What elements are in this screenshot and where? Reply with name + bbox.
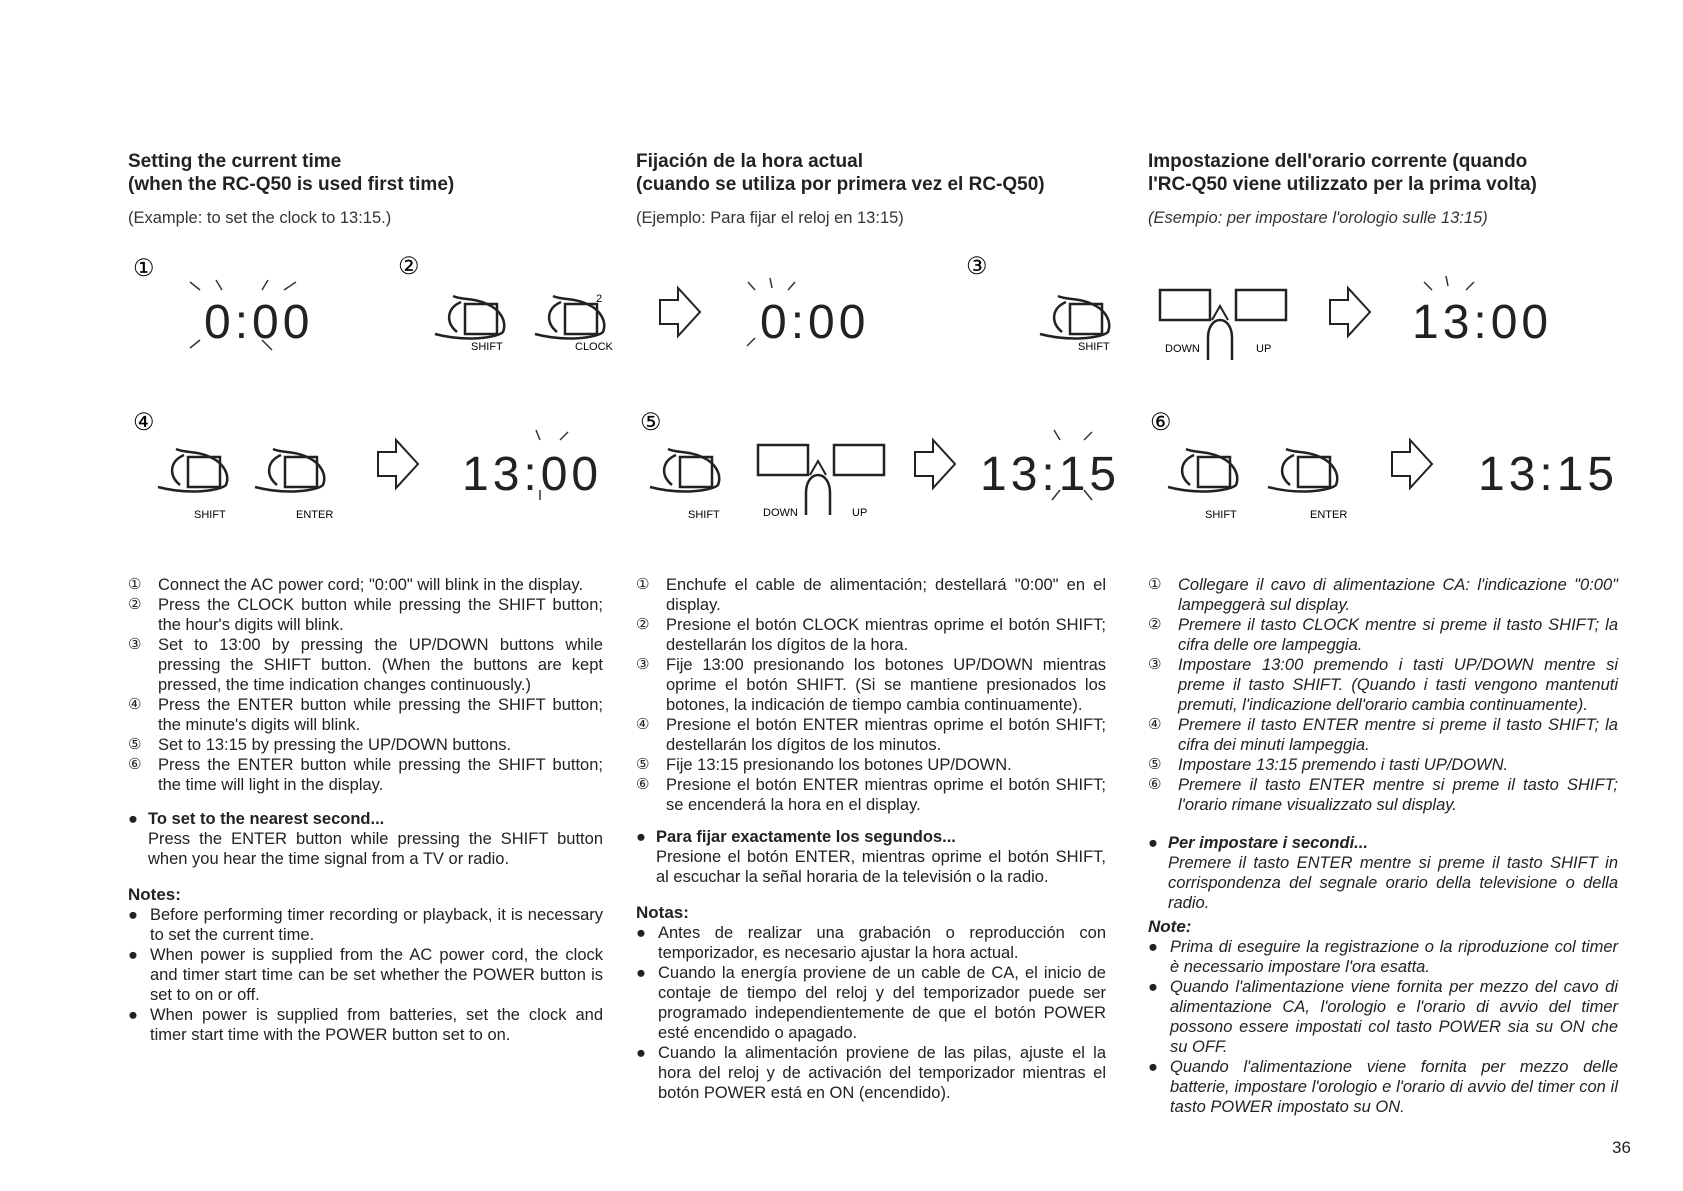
- svg-text:ENTER: ENTER: [1310, 509, 1348, 521]
- list-item: ① Collegare il cavo di alimentazione CA: l'indicazione "0:00" lampeggerà sul display.: [1148, 576, 1618, 614]
- list-item: ⑥ Presione el botón ENTER mientras oprime el botón SHIFT; se encenderá la hora en el display.: [636, 776, 1106, 814]
- list-item: ⑤ Set to 13:15 by pressing the UP/DOWN buttons.: [128, 736, 512, 754]
- spanish-column: [636, 150, 1106, 1102]
- svg-text:UP: UP: [852, 507, 868, 519]
- list-item: ② Presione el botón CLOCK mientras oprime el botón SHIFT; destellarán los dígitos de la hora.: [636, 616, 1106, 654]
- spanish-bullet: ● Para fijar exactamente los segundos... Presione el botón ENTER, mientras oprime el botón SHIFT, al escuchar la señal horaria de la televisión o la radio.: [636, 828, 1106, 886]
- english-bullet: ● To set to the nearest second... Press the ENTER button while pressing the SHIFT button when you hear the time signal from a TV or radio.: [128, 810, 603, 868]
- list-item: ⑥ Press the ENTER button while pressing the SHIFT button; the time will light in the display.: [128, 756, 603, 794]
- svg-text:DOWN: DOWN: [1165, 343, 1200, 355]
- marker-4: ④: [133, 409, 155, 436]
- list-item: ⑤ Impostare 13:15 premendo i tasti UP/DOWN.: [1148, 756, 1509, 774]
- spanish-steps: [636, 575, 1106, 1103]
- italian-example: (Esempio: per impostare l'orologio sulle 13:15): [1148, 209, 1488, 227]
- arrow-icon: [1392, 440, 1432, 488]
- svg-text:SHIFT: SHIFT: [194, 509, 226, 521]
- shift-button-figure: [435, 296, 504, 338]
- marker-6: ⑥: [1150, 409, 1172, 436]
- spanish-title: Fijación de la hora actual (cuando se utiliza por primera vez el RC-Q50): [636, 151, 1045, 195]
- clock-label: CLOCK: [575, 341, 613, 353]
- arrow-icon: [660, 288, 700, 336]
- list-item: ① Enchufe el cable de alimentación; destellará "0:00" en el display.: [636, 576, 1106, 614]
- shift-label: SHIFT: [471, 341, 503, 353]
- shift-button-figure: [1040, 296, 1109, 338]
- enter-label: ENTER: [296, 509, 334, 521]
- list-item: ● When power is supplied from the AC power cord, the clock and timer start time can be set whether the POWER button is set to on or off.: [128, 946, 603, 1004]
- english-steps: [128, 575, 603, 1045]
- list-item: ② Press the CLOCK button while pressing the SHIFT button; the hour's digits will blink.: [128, 596, 603, 634]
- display-3: 13:00: [1412, 296, 1553, 349]
- english-example: (Example: to set the clock to 13:15.): [128, 209, 392, 227]
- spanish-example: (Ejemplo: Para fijar el reloj en 13:15): [636, 209, 904, 227]
- shift-button-figure: [650, 449, 719, 491]
- list-item: ● Cuando la energía proviene de un cable de CA, el inicio de contaje de tiempo del reloj y del temporizador puede ser programado independientemente de que el botón POWER esté encendido o apagado.: [636, 964, 1106, 1042]
- arrow-icon: [915, 440, 955, 488]
- svg-text:SHIFT: SHIFT: [1205, 509, 1237, 521]
- enter-button-figure: [1268, 449, 1337, 491]
- marker-3: ③: [966, 253, 988, 280]
- svg-text:SHIFT: SHIFT: [688, 509, 720, 521]
- italian-bullet: ● Per impostare i secondi... Premere il tasto ENTER mentre si preme il tasto SHIFT in corrispondenza del segnale orario della televisione o della radio.: [1148, 834, 1618, 912]
- arrow-icon: [1330, 288, 1370, 336]
- list-item: ④ Press the ENTER button while pressing the SHIFT button; the minute's digits will blink.: [128, 696, 603, 734]
- list-item: ● Antes de realizar una grabación o reproducción con temporizador, es necesario ajustar la hora actual.: [636, 924, 1106, 962]
- list-item: ● Cuando la alimentación proviene de las pilas, ajuste el la hora del reloj y de activación del temporizador mientras el botón POWER está en ON (encendido).: [636, 1044, 1106, 1102]
- marker-1: ①: [133, 255, 155, 282]
- display-6: 13:15: [1478, 448, 1619, 501]
- shift-button-figure: [158, 449, 227, 491]
- svg-text:SHIFT: SHIFT: [1078, 341, 1110, 353]
- list-item: ③ Set to 13:00 by pressing the UP/DOWN buttons while pressing the SHIFT button. (When the buttons are kept pressed, the time indication changes continuously.): [128, 636, 603, 694]
- list-item: ● Quando l'alimentazione viene fornita per mezzo delle batterie, impostare l'orologio e l'orario di avvio del timer con il tasto POWER impostato su ON.: [1148, 1058, 1618, 1116]
- italian-steps: [1148, 575, 1618, 1117]
- up-down-buttons: [758, 445, 884, 515]
- list-item: ⑤ Fije 13:15 presionando los botones UP/DOWN.: [636, 756, 1012, 774]
- svg-text:DOWN: DOWN: [763, 507, 798, 519]
- list-item: ③ Fije 13:00 presionando los botones UP/DOWN mientras oprime el botón SHIFT. (Si se mantiene presionados los botones, la indicación de tiempo cambia continuamente).: [636, 656, 1106, 714]
- page-number: 36: [1612, 1138, 1631, 1157]
- italian-title: Impostazione dell'orario corrente (quando l'RC-Q50 viene utilizzato per la prima volta): [1148, 151, 1537, 195]
- italian-notes: Note: ● Prima di eseguire la registrazione o la riproduzione col timer è necessario impostare l'ora esatta. ● Quando l'alimentazione viene fornita per mezzo del cavo di alimentazione CA, l'orologio e l'orario di avvio del timer possono essere impostati col tasto POWER sia su ON che su OFF. ● Quando l'alimentazione viene fornita per mezzo delle batterie, impostare l'orologio e l'orario di avvio del timer con il tasto POWER impostato su ON.: [1148, 917, 1618, 1116]
- small-two-label: 2: [596, 293, 603, 305]
- english-notes: Notes: ● Before performing timer recording or playback, it is necessary to set the current time. ● When power is supplied from the AC power cord, the clock and timer start time can be set whether the POWER button is set to on or off. ● When power is supplied from batteries, set the clock and timer start time with the POWER button set to on.: [128, 885, 603, 1044]
- list-item: ● Prima di eseguire la registrazione o la riproduzione col timer è necessario impostare l'ora esatta.: [1148, 938, 1618, 976]
- list-item: ② Premere il tasto CLOCK mentre si preme il tasto SHIFT; la cifra delle ore lampeggia.: [1148, 616, 1618, 654]
- marker-2: ②: [398, 253, 420, 280]
- english-title: Setting the current time (when the RC-Q50 is used first time): [128, 151, 455, 195]
- svg-text:UP: UP: [1256, 343, 1272, 355]
- list-item: ③ Impostare 13:00 premendo i tasti UP/DOWN mentre si preme il tasto SHIFT. (Quando i tasti vengono mantenuti premuti, l'indicazione dell'orario cambia continuamente).: [1148, 656, 1618, 714]
- list-item: ⑥ Premere il tasto ENTER mentre si preme il tasto SHIFT; l'orario rimane visualizzato sul display.: [1148, 776, 1618, 814]
- list-item: ● When power is supplied from batteries, set the clock and timer start time with the POWER button set to on.: [128, 1006, 603, 1044]
- english-column: [128, 150, 603, 1044]
- list-item: ● Before performing timer recording or playback, it is necessary to set the current time.: [128, 906, 603, 944]
- enter-button-figure: [255, 449, 324, 491]
- list-item: ● Quando l'alimentazione viene fornita per mezzo del cavo di alimentazione CA, l'orologio e l'orario di avvio del timer possono essere impostati col tasto POWER sia su ON che su OFF.: [1148, 978, 1618, 1056]
- display-4: 13:00: [462, 448, 603, 501]
- italian-column: [1148, 150, 1628, 1116]
- clock-button-figure: [535, 296, 604, 338]
- arrow-icon: [378, 440, 418, 488]
- display-5: 13:15: [980, 448, 1121, 501]
- list-item: ④ Presione el botón ENTER mientras oprime el botón SHIFT; destellarán los dígitos de los minutos.: [636, 716, 1106, 754]
- shift-button-figure: [1168, 449, 1237, 491]
- spanish-notes: Notas: ● Antes de realizar una grabación o reproducción con temporizador, es necesario ajustar la hora actual. ● Cuando la energía proviene de un cable de CA, el inicio de contaje de tiempo del reloj y del temporizador puede ser programado independientemente de que el botón POWER esté encendido o apagado. ● Cuando la alimentación proviene de las pilas, ajuste el la hora del reloj y de activación del temporizador mientras el botón POWER está en ON (encendido).: [636, 903, 1106, 1102]
- display-1: 0:00: [204, 296, 314, 349]
- list-item: ① Connect the AC power cord; "0:00" will blink in the display.: [128, 576, 584, 594]
- display-2: 0:00: [760, 296, 870, 349]
- marker-5: ⑤: [640, 409, 662, 436]
- list-item: ④ Premere il tasto ENTER mentre si preme il tasto SHIFT; la cifra dei minuti lampeggia.: [1148, 716, 1618, 754]
- procedure-figures: [0, 240, 1683, 570]
